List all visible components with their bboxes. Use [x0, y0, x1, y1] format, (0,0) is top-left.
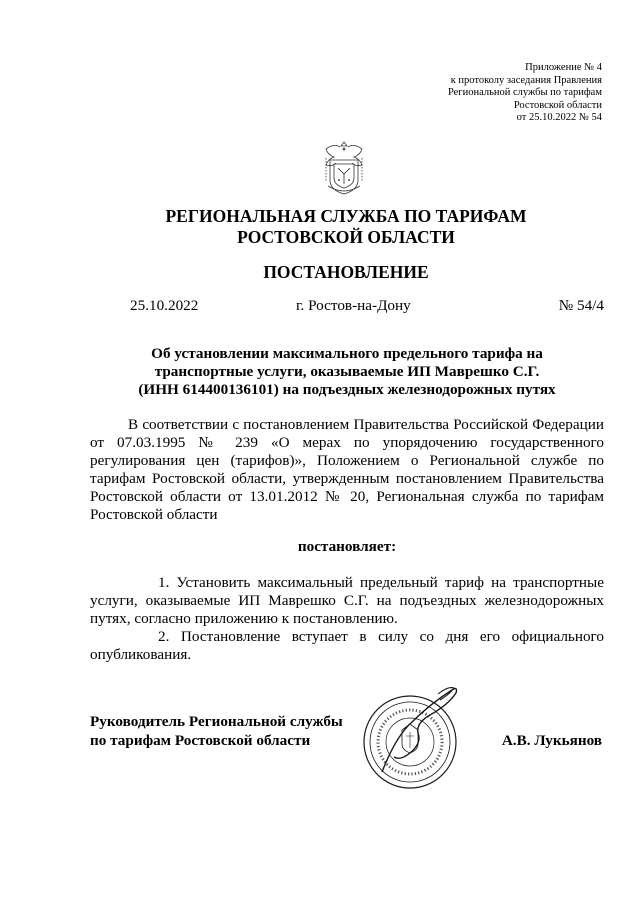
organization-line: РОСТОВСКОЙ ОБЛАСТИ [237, 227, 455, 247]
signer-title-line: Руководитель Региональной службы [90, 713, 343, 730]
signer-title-line: по тарифам Ростовской области [90, 732, 311, 749]
appendix-line: к протоколу заседания Правления [450, 74, 602, 86]
subject-line: Об установлении максимального предельного тарифа на [151, 345, 543, 362]
decides-heading: постановляет: [297, 538, 397, 555]
document-city: г. Ростов-на-Дону [296, 297, 411, 314]
appendix-line: от 25.10.2022 № 54 [516, 112, 602, 124]
signer-title [90, 712, 370, 750]
organization-name [90, 206, 602, 248]
subject-line: (ИНН 614400136101) на подъездных железнодорожных путях [138, 381, 556, 398]
organization-line: РЕГИОНАЛЬНАЯ СЛУЖБА ПО ТАРИФАМ [165, 206, 527, 226]
document-date: 25.10.2022 [130, 297, 199, 314]
appendix-line: Ростовской области [513, 99, 602, 111]
coat-of-arms-icon [318, 138, 370, 196]
document-subject [90, 345, 604, 399]
document-type: ПОСТАНОВЛЕНИЕ [263, 262, 429, 282]
signer-name: А.В. Лукьянов [501, 732, 602, 749]
subject-line: транспортные услуги, оказываемые ИП Маврешко С.Г. [154, 363, 540, 380]
document-number: № 54/4 [558, 297, 604, 314]
preamble-paragraph: В соответствии с постановлением Правительства Российской Федерации от 07.03.1995 № 239 «О мерах по упорядочению государственного регулирования цен (тарифов)», Положением о Региональной службе по тарифам Ростовской области, утвержденным постановлением Правительства Ростовской области от 13.01.2012 № 20, Региональная служба по тарифам Ростовской области [90, 416, 604, 523]
appendix-line: Региональной службы по тарифам [447, 87, 602, 99]
resolution-item: 1. Установить максимальный предельный тариф на транспортные услуги, оказываемые ИП Маврешко С.Г. на подъездных железнодорожных путях, согласно приложению к постановлению. [90, 574, 604, 627]
appendix-note [342, 62, 602, 125]
resolution-items [90, 574, 604, 664]
appendix-line: Приложение № 4 [525, 62, 602, 73]
resolution-item: 2. Постановление вступает в силу со дня его официального опубликования. [90, 628, 604, 663]
preamble [90, 416, 604, 524]
official-seal-with-signature-icon [352, 680, 472, 795]
